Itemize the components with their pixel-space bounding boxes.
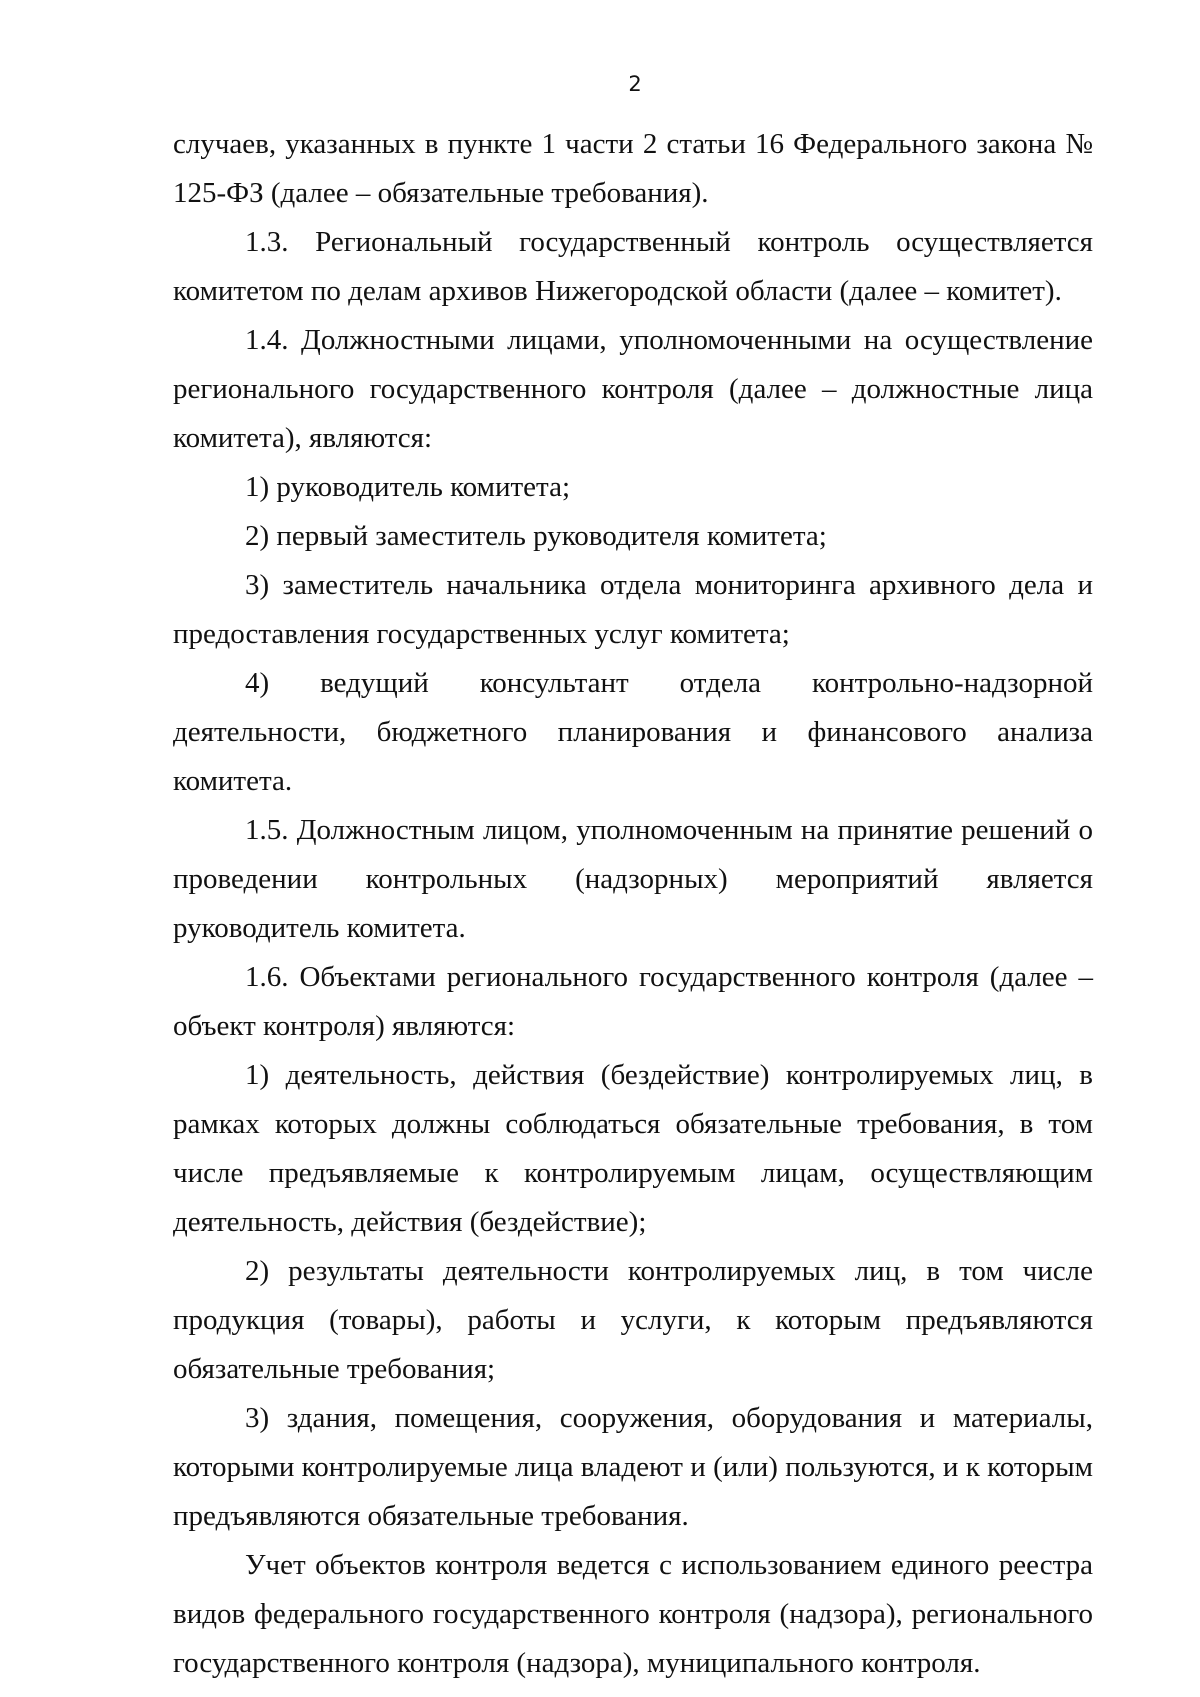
page-number: 2: [628, 72, 642, 96]
list-item-official-1: 1) руководитель комитета;: [245, 471, 571, 503]
document-body: [173, 120, 1093, 1688]
paragraph-1-3: 1.3. Региональный государственный контроль осуществляется комитетом по делам архивов Нижегородской области (далее – комитет).: [173, 226, 1093, 307]
paragraph-registry: Учет объектов контроля ведется с использованием единого реестра видов федерального государственного контроля (надзора), регионального государственного контроля (надзора), муниципального контроля.: [173, 1549, 1093, 1679]
list-item-object-2: 2) результаты деятельности контролируемых лиц, в том числе продукция (товары), работы и услуги, к которым предъявляются обязательные требования;: [173, 1255, 1093, 1385]
paragraph-1-6: 1.6. Объектами регионального государственного контроля (далее – объект контроля) являются:: [173, 961, 1093, 1042]
list-item-official-2: 2) первый заместитель руководителя комитета;: [245, 520, 827, 552]
list-item-object-3: 3) здания, помещения, сооружения, оборудования и материалы, которыми контролируемые лица владеют и (или) пользуются, и к которым предъявляются обязательные требования.: [173, 1402, 1093, 1532]
list-item-object-1: 1) деятельность, действия (бездействие) контролируемых лиц, в рамках которых должны соблюдаться обязательные требования, в том числе предъявляемые к контролируемым лицам, осуществляющим деятельность, действия (бездействие);: [173, 1059, 1093, 1238]
paragraph-1-4: 1.4. Должностными лицами, уполномоченными на осуществление регионального государственного контроля (далее – должностные лица комитета), являются:: [173, 324, 1093, 454]
list-item-official-4: 4) ведущий консультант отдела контрольно-надзорной деятельности, бюджетного планирования и финансового анализа комитета.: [173, 667, 1093, 797]
paragraph-continuation: случаев, указанных в пункте 1 части 2 статьи 16 Федерального закона № 125-ФЗ (далее – обязательные требования).: [173, 128, 1093, 209]
paragraph-1-5: 1.5. Должностным лицом, уполномоченным на принятие решений о проведении контрольных (надзорных) мероприятий является руководитель комитета.: [173, 814, 1093, 944]
list-item-official-3: 3) заместитель начальника отдела мониторинга архивного дела и предоставления государственных услуг комитета;: [173, 569, 1093, 650]
